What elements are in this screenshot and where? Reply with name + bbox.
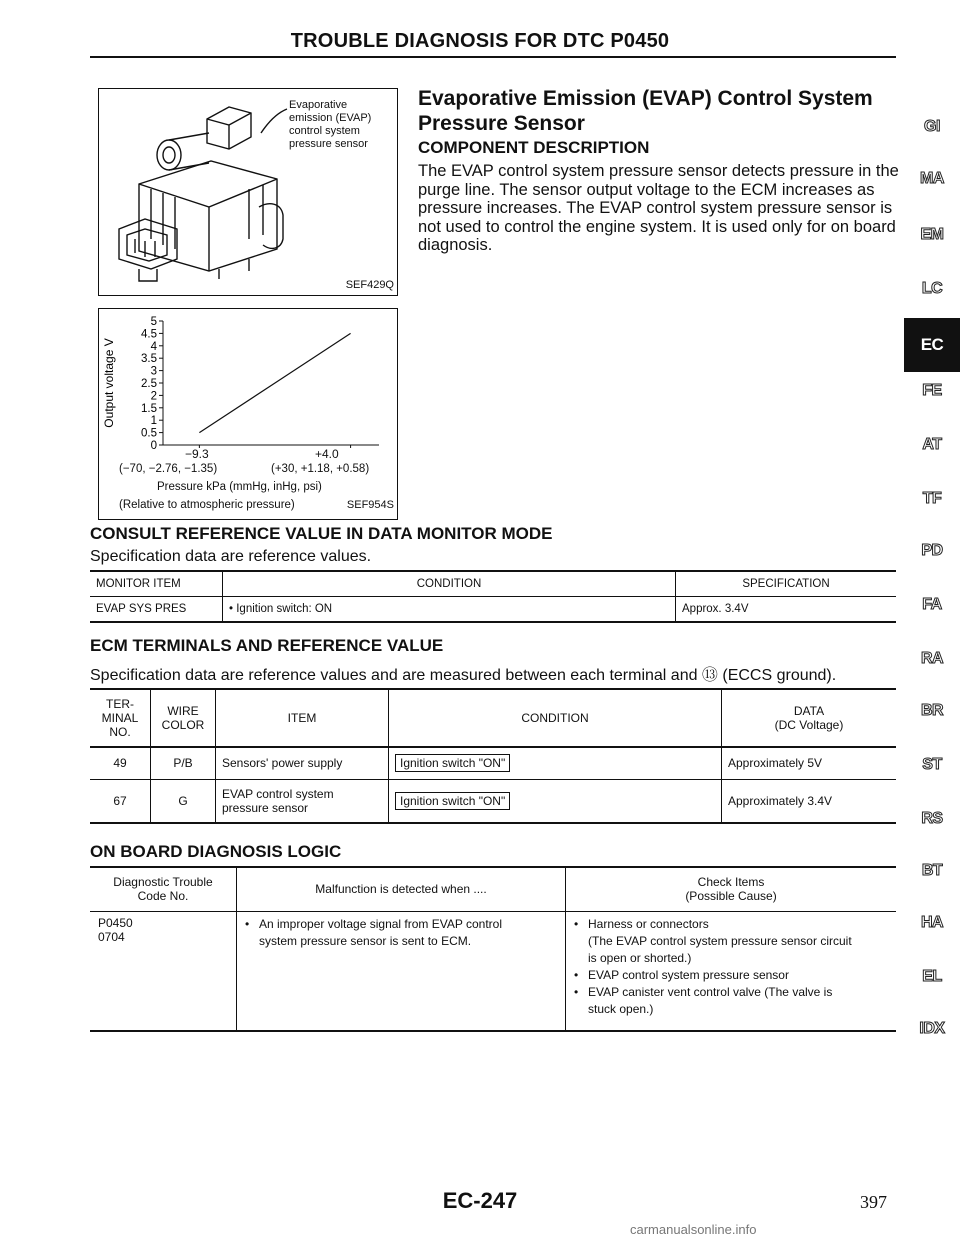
consult-heading: CONSULT REFERENCE VALUE IN DATA MONITOR MODE	[90, 524, 553, 543]
table-header-row	[90, 689, 896, 747]
check-item-line: stuck open.)	[588, 1001, 654, 1016]
col-wire-line: WIRE	[167, 704, 199, 718]
section-title	[418, 86, 873, 136]
page-code: EC-247	[442, 1188, 518, 1213]
cell-item: Sensors' power supply	[216, 747, 389, 779]
y-tick-label: 0	[150, 440, 157, 452]
cell-monitor-item: EVAP SYS PRES	[96, 603, 187, 615]
y-tick-label: 3	[150, 365, 157, 378]
check-item-line: • EVAP control system pressure sensor	[588, 967, 789, 982]
tab-em[interactable]: EM	[920, 226, 944, 243]
cell-wire: G	[151, 779, 216, 823]
check-item-line: • Harness or connectors	[588, 916, 709, 931]
check-item-line: is open or shorted.)	[588, 950, 692, 965]
obd-table	[90, 866, 896, 1032]
tab-fe[interactable]: FE	[922, 382, 942, 399]
col-monitor-item: MONITOR ITEM	[96, 578, 181, 590]
tab-at[interactable]: AT	[922, 436, 942, 453]
y-axis-label: Output voltage V	[102, 338, 116, 428]
malfunction-line: system pressure sensor is sent to ECM.	[259, 933, 472, 948]
obd-heading: ON BOARD DIAGNOSIS LOGIC	[90, 842, 342, 861]
sensor-label-line: Evaporative	[289, 99, 348, 111]
y-tick-label: 2.5	[141, 378, 157, 390]
cell-condition	[389, 747, 722, 779]
x-tick-left: −9.3	[185, 447, 209, 461]
table-header-row	[90, 867, 896, 911]
table-row	[90, 779, 896, 823]
body-line: The EVAP control system pressure sensor detects pressure in the	[418, 162, 899, 180]
cell-item	[216, 779, 389, 823]
cell-terminal: 67	[113, 793, 127, 808]
component-description	[418, 162, 908, 255]
y-ticks	[141, 316, 163, 452]
tab-tf[interactable]: TF	[922, 490, 942, 507]
col-data	[722, 689, 897, 747]
table-row	[90, 597, 896, 623]
col-dtc-line: Code No.	[137, 889, 189, 904]
col-specification: SPECIFICATION	[676, 571, 897, 597]
y-tick-label: 0.5	[141, 427, 157, 440]
cell-data: Approximately 5V	[722, 747, 897, 779]
tab-ha[interactable]: HA	[920, 914, 944, 931]
check-item	[574, 916, 888, 967]
y-tick-label: 4.5	[141, 328, 157, 341]
col-dtc	[90, 867, 237, 911]
col-condition: CONDITION	[389, 689, 722, 747]
ecm-heading: ECM TERMINALS AND REFERENCE VALUE	[90, 636, 444, 655]
cell-item-line: EVAP control system	[222, 786, 334, 801]
sensor-figure	[98, 88, 398, 296]
tab-rs[interactable]: RS	[921, 810, 943, 827]
y-tick-label: 2	[150, 390, 157, 403]
x-units-right: (+30, +1.18, +0.58)	[271, 463, 370, 475]
page-number: 397	[860, 1192, 887, 1212]
col-dtc-line: Diagnostic Trouble	[113, 875, 213, 890]
check-item	[574, 967, 888, 984]
section-title-line: Pressure Sensor	[418, 112, 585, 135]
table-header-row	[90, 571, 896, 597]
cell-condition-text: Ignition switch: ON	[236, 603, 333, 615]
voltage-chart	[99, 309, 397, 459]
tab-bt[interactable]: BT	[921, 862, 943, 879]
y-tick-label: 1.5	[141, 402, 157, 415]
tab-br[interactable]: BR	[920, 702, 944, 719]
col-data-line: (DC Voltage)	[774, 718, 844, 732]
check-item	[574, 984, 888, 1018]
cell-condition: • Ignition switch: ON	[223, 597, 676, 623]
cell-item-line: pressure sensor	[222, 800, 309, 815]
col-terminal-line: MINAL	[101, 711, 139, 725]
ecm-note: Specification data are reference values and are measured between each terminal and ⑬ (ECCS ground).	[90, 667, 837, 684]
section-title-line: Evaporative Emission (EVAP) Control System	[418, 87, 873, 110]
consult-table	[90, 570, 896, 623]
cell-condition	[389, 779, 722, 823]
body-line: not used to control the engine system. It is used only for on board	[418, 217, 896, 236]
body-line: diagnosis.	[418, 236, 493, 254]
condition-box: Ignition switch "ON"	[395, 754, 510, 772]
col-condition: CONDITION	[223, 571, 676, 597]
tab-ra[interactable]: RA	[920, 650, 944, 667]
figure-code: SEF954S	[346, 499, 394, 511]
body-line: purge line. The sensor output voltage to the ECM increases as	[418, 180, 875, 199]
col-item: ITEM	[216, 689, 389, 747]
dtc-code: 0704	[98, 929, 125, 944]
sensor-label-line: emission (EVAP)	[289, 112, 372, 124]
y-tick-label: 1	[150, 415, 157, 428]
malfunction-item	[245, 916, 557, 950]
col-check-items	[566, 867, 897, 911]
cell-malfunction	[237, 911, 566, 1031]
y-tick-label: 5	[150, 316, 157, 328]
x-tick-right: +4.0	[315, 447, 339, 461]
tab-ma[interactable]: MA	[920, 170, 944, 187]
x-axis-note: (Relative to atmospheric pressure)	[119, 499, 295, 511]
malfunction-line: • An improper voltage signal from EVAP control	[259, 916, 503, 931]
tab-gi[interactable]: GI	[924, 118, 940, 135]
watermark: carmanualsonline.info	[630, 1222, 757, 1237]
check-item-line: • EVAP canister vent control valve (The valve is	[588, 984, 833, 999]
cell-specification: Approx. 3.4V	[676, 597, 897, 623]
y-tick-label: 4	[150, 340, 157, 353]
tab-pd[interactable]: PD	[921, 542, 943, 559]
col-terminal-line: TER-	[106, 697, 134, 711]
col-wire	[151, 689, 216, 747]
cell-wire: P/B	[151, 747, 216, 779]
cell-dtc	[90, 911, 237, 1031]
series-line	[199, 333, 350, 432]
cell-data: Approximately 3.4V	[722, 779, 897, 823]
col-data-line: DATA	[793, 704, 825, 718]
sensor-label	[289, 99, 371, 151]
condition-box: Ignition switch "ON"	[395, 792, 510, 810]
table-row	[90, 911, 896, 1031]
tab-idx[interactable]: IDX	[919, 1020, 945, 1037]
x-units-left: (−70, −2.76, −1.35)	[119, 463, 218, 475]
dtc-code: P0450	[98, 915, 133, 930]
tab-lc[interactable]: LC	[921, 280, 943, 297]
consult-note: Specification data are reference values.	[90, 548, 372, 565]
tab-fa[interactable]: FA	[922, 596, 942, 613]
tab-ec-active[interactable]: EC	[904, 318, 960, 372]
page-header-title: TROUBLE DIAGNOSIS FOR DTC P0450	[290, 30, 670, 52]
col-terminal	[90, 689, 151, 747]
check-item-line: (The EVAP control system pressure sensor circuit	[588, 933, 852, 948]
table-row	[90, 747, 896, 779]
header-rule	[90, 56, 896, 58]
col-check-line: (Possible Cause)	[685, 889, 777, 904]
body-line: pressure increases. The EVAP control system pressure sensor is	[418, 199, 893, 217]
ecm-table	[90, 688, 896, 824]
voltage-chart-figure	[98, 308, 398, 520]
component-description-heading: COMPONENT DESCRIPTION	[418, 138, 650, 157]
cell-check-items	[566, 911, 897, 1031]
tab-st[interactable]: ST	[922, 756, 942, 773]
col-malfunction: Malfunction is detected when ....	[237, 867, 566, 911]
figure-code: SEF429Q	[345, 279, 394, 291]
x-axis-label: Pressure kPa (mmHg, inHg, psi)	[157, 481, 322, 493]
sensor-label-line: pressure sensor	[289, 138, 368, 150]
col-check-line: Check Items	[697, 875, 765, 890]
cell-terminal: 49	[113, 756, 127, 771]
col-wire-line: COLOR	[161, 718, 205, 732]
tab-el[interactable]: EL	[922, 968, 942, 985]
sensor-label-line: control system	[289, 125, 360, 137]
y-tick-label: 3.5	[141, 353, 157, 366]
col-terminal-line: NO.	[109, 725, 131, 739]
